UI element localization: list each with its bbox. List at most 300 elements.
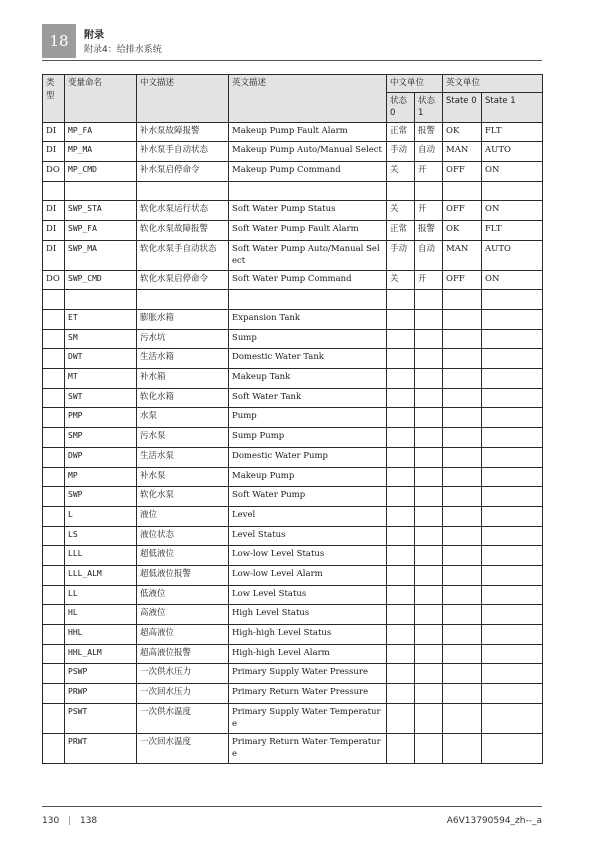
cn-state0-cell bbox=[387, 369, 415, 389]
en-state1-cell: ON bbox=[482, 270, 543, 290]
cn-state0-cell bbox=[387, 447, 415, 467]
cn-state0-cell bbox=[387, 605, 415, 625]
cn-state1-cell bbox=[415, 408, 443, 428]
total-pages: 138 bbox=[79, 816, 98, 826]
name-cell: SWP bbox=[65, 487, 137, 507]
cn-state0-cell: 正常 bbox=[387, 122, 415, 142]
en-state0-cell bbox=[443, 526, 482, 546]
en-desc-cell: Expansion Tank bbox=[229, 310, 387, 330]
table-row bbox=[43, 220, 543, 240]
type-cell bbox=[43, 684, 65, 704]
table-row bbox=[43, 310, 543, 330]
type-cell bbox=[43, 585, 65, 605]
name-cell: ET bbox=[65, 310, 137, 330]
name-cell: PRWP bbox=[65, 684, 137, 704]
en-desc-cell: Soft Water Pump Status bbox=[229, 201, 387, 221]
name-cell: PRWT bbox=[65, 733, 137, 763]
cn-state1-cell bbox=[415, 703, 443, 733]
header-en-state0: State 0 bbox=[443, 92, 482, 122]
cn-state0-cell bbox=[387, 703, 415, 733]
page-title: 附录 bbox=[84, 30, 104, 41]
en-state1-cell: AUTO bbox=[482, 142, 543, 162]
cn-desc-cell: 污水坑 bbox=[137, 329, 229, 349]
cn-state0-cell bbox=[387, 526, 415, 546]
table-row bbox=[43, 142, 543, 162]
en-desc-cell: Sump Pump bbox=[229, 428, 387, 448]
cn-desc-cell: 一次供水温度 bbox=[137, 703, 229, 733]
en-desc-cell: Primary Supply Water Temperature bbox=[229, 703, 387, 733]
cn-desc-cell: 软化水泵故障报警 bbox=[137, 220, 229, 240]
en-state1-cell bbox=[482, 487, 543, 507]
en-state0-cell bbox=[443, 565, 482, 585]
en-state1-cell bbox=[482, 684, 543, 704]
en-state1-cell: ON bbox=[482, 161, 543, 181]
en-state1-cell: FLT bbox=[482, 122, 543, 142]
table-row bbox=[43, 290, 543, 310]
cn-state0-cell bbox=[387, 290, 415, 310]
chapter-number-badge bbox=[42, 24, 76, 58]
table-row bbox=[43, 329, 543, 349]
en-desc-cell: High-high Level Status bbox=[229, 625, 387, 645]
cn-state0-cell bbox=[387, 408, 415, 428]
cn-desc-cell: 生活水箱 bbox=[137, 349, 229, 369]
cn-desc-cell: 补水泵故障报警 bbox=[137, 122, 229, 142]
en-state0-cell: OK bbox=[443, 220, 482, 240]
cn-state0-cell bbox=[387, 349, 415, 369]
cn-state1-cell bbox=[415, 506, 443, 526]
en-state0-cell bbox=[443, 290, 482, 310]
cn-state0-cell bbox=[387, 428, 415, 448]
en-state1-cell bbox=[482, 506, 543, 526]
cn-desc-cell: 低液位 bbox=[137, 585, 229, 605]
name-cell: LLL_ALM bbox=[65, 565, 137, 585]
type-cell bbox=[43, 467, 65, 487]
en-state1-cell bbox=[482, 625, 543, 645]
table-row bbox=[43, 664, 543, 684]
cn-state1-cell: 开 bbox=[415, 270, 443, 290]
en-desc-cell: Soft Water Tank bbox=[229, 388, 387, 408]
current-page: 130 bbox=[42, 816, 60, 826]
en-desc-cell: Pump bbox=[229, 408, 387, 428]
en-desc-cell: Level bbox=[229, 506, 387, 526]
name-cell: MP_FA bbox=[65, 122, 137, 142]
en-state0-cell bbox=[443, 733, 482, 763]
cn-state1-cell bbox=[415, 329, 443, 349]
en-desc-cell: Domestic Water Pump bbox=[229, 447, 387, 467]
en-state1-cell bbox=[482, 428, 543, 448]
type-cell bbox=[43, 506, 65, 526]
cn-state0-cell: 关 bbox=[387, 201, 415, 221]
cn-desc-cell: 超低液位报警 bbox=[137, 565, 229, 585]
en-state0-cell bbox=[443, 310, 482, 330]
cn-state0-cell bbox=[387, 565, 415, 585]
page-separator: | bbox=[68, 816, 72, 826]
chapter-number: 18 bbox=[49, 32, 69, 50]
en-state0-cell bbox=[443, 644, 482, 664]
name-cell: L bbox=[65, 506, 137, 526]
type-cell: DO bbox=[43, 161, 65, 181]
en-state0-cell: OK bbox=[443, 122, 482, 142]
type-cell bbox=[43, 408, 65, 428]
en-state1-cell bbox=[482, 733, 543, 763]
cn-state0-cell bbox=[387, 625, 415, 645]
name-cell bbox=[65, 290, 137, 310]
table-row bbox=[43, 369, 543, 389]
cn-state1-cell bbox=[415, 310, 443, 330]
en-state1-cell bbox=[482, 703, 543, 733]
type-cell bbox=[43, 181, 65, 201]
header-cn-unit: 中文单位 bbox=[387, 75, 443, 93]
table-row bbox=[43, 546, 543, 566]
en-state1-cell bbox=[482, 290, 543, 310]
cn-state0-cell bbox=[387, 181, 415, 201]
en-state0-cell bbox=[443, 487, 482, 507]
cn-state0-cell bbox=[387, 546, 415, 566]
type-cell bbox=[43, 290, 65, 310]
en-state0-cell bbox=[443, 408, 482, 428]
en-state0-cell bbox=[443, 625, 482, 645]
en-desc-cell bbox=[229, 290, 387, 310]
name-cell: LL bbox=[65, 585, 137, 605]
cn-desc-cell: 液位 bbox=[137, 506, 229, 526]
en-state0-cell bbox=[443, 181, 482, 201]
name-cell: MP_CMD bbox=[65, 161, 137, 181]
cn-state0-cell: 关 bbox=[387, 270, 415, 290]
type-cell bbox=[43, 605, 65, 625]
name-cell: HHL_ALM bbox=[65, 644, 137, 664]
table-row bbox=[43, 565, 543, 585]
en-state0-cell bbox=[443, 428, 482, 448]
cn-state1-cell bbox=[415, 625, 443, 645]
cn-desc-cell: 软化水泵运行状态 bbox=[137, 201, 229, 221]
cn-state1-cell: 报警 bbox=[415, 122, 443, 142]
cn-desc-cell: 超低液位 bbox=[137, 546, 229, 566]
cn-state0-cell: 手动 bbox=[387, 142, 415, 162]
type-cell: DO bbox=[43, 270, 65, 290]
en-desc-cell: Soft Water Pump Auto/Manual Select bbox=[229, 240, 387, 270]
cn-desc-cell: 一次供水压力 bbox=[137, 664, 229, 684]
en-state0-cell bbox=[443, 447, 482, 467]
name-cell: SWP_STA bbox=[65, 201, 137, 221]
table-row bbox=[43, 447, 543, 467]
cn-state1-cell bbox=[415, 388, 443, 408]
table-row bbox=[43, 388, 543, 408]
en-state0-cell: OFF bbox=[443, 201, 482, 221]
en-state0-cell: OFF bbox=[443, 161, 482, 181]
name-cell: PSWT bbox=[65, 703, 137, 733]
en-desc-cell: Makeup Pump Command bbox=[229, 161, 387, 181]
en-desc-cell: Primary Return Water Pressure bbox=[229, 684, 387, 704]
type-cell bbox=[43, 388, 65, 408]
header-cn-state1: 状态1 bbox=[415, 92, 443, 122]
type-cell bbox=[43, 369, 65, 389]
table-row bbox=[43, 122, 543, 142]
cn-state1-cell bbox=[415, 487, 443, 507]
document-id: A6V13790594_zh--_a bbox=[446, 816, 542, 826]
en-state1-cell: AUTO bbox=[482, 240, 543, 270]
type-cell bbox=[43, 447, 65, 467]
en-state0-cell bbox=[443, 329, 482, 349]
en-state1-cell bbox=[482, 565, 543, 585]
page-subtitle: 附录4：给排水系统 bbox=[84, 45, 162, 55]
en-state1-cell bbox=[482, 467, 543, 487]
type-cell bbox=[43, 625, 65, 645]
table-row bbox=[43, 506, 543, 526]
en-state0-cell: MAN bbox=[443, 142, 482, 162]
cn-desc-cell: 液位状态 bbox=[137, 526, 229, 546]
table-row bbox=[43, 201, 543, 221]
type-cell bbox=[43, 644, 65, 664]
en-desc-cell: Makeup Pump Fault Alarm bbox=[229, 122, 387, 142]
header-divider bbox=[42, 60, 542, 61]
type-cell bbox=[43, 428, 65, 448]
cn-state0-cell bbox=[387, 467, 415, 487]
cn-desc-cell: 一次回水压力 bbox=[137, 684, 229, 704]
cn-desc-cell: 污水泵 bbox=[137, 428, 229, 448]
cn-state0-cell bbox=[387, 644, 415, 664]
en-state0-cell bbox=[443, 349, 482, 369]
type-cell bbox=[43, 349, 65, 369]
en-state0-cell: OFF bbox=[443, 270, 482, 290]
header-name: 变量命名 bbox=[65, 75, 137, 123]
en-desc-cell: High Level Status bbox=[229, 605, 387, 625]
cn-desc-cell: 补水泵 bbox=[137, 467, 229, 487]
en-state0-cell bbox=[443, 546, 482, 566]
en-state1-cell bbox=[482, 349, 543, 369]
en-state0-cell bbox=[443, 585, 482, 605]
cn-state1-cell bbox=[415, 369, 443, 389]
en-desc-cell: Soft Water Pump bbox=[229, 487, 387, 507]
cn-state0-cell bbox=[387, 684, 415, 704]
type-cell bbox=[43, 733, 65, 763]
name-cell: LS bbox=[65, 526, 137, 546]
en-state1-cell bbox=[482, 388, 543, 408]
cn-state0-cell bbox=[387, 585, 415, 605]
en-state0-cell bbox=[443, 388, 482, 408]
en-state1-cell: FLT bbox=[482, 220, 543, 240]
en-state1-cell bbox=[482, 664, 543, 684]
cn-state1-cell bbox=[415, 684, 443, 704]
cn-state1-cell: 开 bbox=[415, 161, 443, 181]
en-state1-cell bbox=[482, 447, 543, 467]
type-cell bbox=[43, 703, 65, 733]
en-desc-cell: Soft Water Pump Fault Alarm bbox=[229, 220, 387, 240]
cn-desc-cell: 软化水泵手自动状态 bbox=[137, 240, 229, 270]
name-cell: SWP_FA bbox=[65, 220, 137, 240]
cn-desc-cell: 一次回水温度 bbox=[137, 733, 229, 763]
name-cell: HL bbox=[65, 605, 137, 625]
en-state1-cell bbox=[482, 408, 543, 428]
en-desc-cell: Level Status bbox=[229, 526, 387, 546]
en-state0-cell bbox=[443, 684, 482, 704]
cn-desc-cell: 软化水箱 bbox=[137, 388, 229, 408]
cn-state0-cell bbox=[387, 388, 415, 408]
type-cell bbox=[43, 329, 65, 349]
variable-table bbox=[42, 74, 543, 764]
cn-state1-cell bbox=[415, 585, 443, 605]
cn-state1-cell: 自动 bbox=[415, 240, 443, 270]
name-cell: SMP bbox=[65, 428, 137, 448]
cn-state0-cell bbox=[387, 329, 415, 349]
cn-state1-cell bbox=[415, 467, 443, 487]
cn-state1-cell: 报警 bbox=[415, 220, 443, 240]
cn-desc-cell: 补水泵启停命令 bbox=[137, 161, 229, 181]
en-state1-cell bbox=[482, 526, 543, 546]
name-cell: MT bbox=[65, 369, 137, 389]
en-state1-cell bbox=[482, 181, 543, 201]
en-state1-cell bbox=[482, 605, 543, 625]
table-row bbox=[43, 408, 543, 428]
cn-state1-cell bbox=[415, 565, 443, 585]
table-row bbox=[43, 605, 543, 625]
header-en-unit: 英文单位 bbox=[443, 75, 543, 93]
en-desc-cell: Makeup Pump Auto/Manual Select bbox=[229, 142, 387, 162]
table-row bbox=[43, 161, 543, 181]
type-cell bbox=[43, 487, 65, 507]
cn-desc-cell: 超高液位报警 bbox=[137, 644, 229, 664]
name-cell: MP bbox=[65, 467, 137, 487]
cn-state0-cell bbox=[387, 310, 415, 330]
cn-state1-cell bbox=[415, 181, 443, 201]
table-row bbox=[43, 625, 543, 645]
cn-state0-cell: 正常 bbox=[387, 220, 415, 240]
en-desc-cell bbox=[229, 181, 387, 201]
cn-desc-cell: 软化水泵 bbox=[137, 487, 229, 507]
en-desc-cell: Low-low Level Alarm bbox=[229, 565, 387, 585]
cn-state0-cell bbox=[387, 733, 415, 763]
cn-state1-cell bbox=[415, 605, 443, 625]
en-state1-cell: ON bbox=[482, 201, 543, 221]
cn-desc-cell: 软化水泵启停命令 bbox=[137, 270, 229, 290]
cn-desc-cell: 补水箱 bbox=[137, 369, 229, 389]
header-cn-desc: 中文描述 bbox=[137, 75, 229, 123]
cn-state0-cell bbox=[387, 664, 415, 684]
cn-state0-cell bbox=[387, 487, 415, 507]
table-row bbox=[43, 467, 543, 487]
table-row bbox=[43, 684, 543, 704]
table-body bbox=[43, 122, 543, 763]
cn-state1-cell: 开 bbox=[415, 201, 443, 221]
type-cell bbox=[43, 565, 65, 585]
name-cell: DWP bbox=[65, 447, 137, 467]
en-state0-cell bbox=[443, 664, 482, 684]
en-desc-cell: Makeup Pump bbox=[229, 467, 387, 487]
table-row bbox=[43, 487, 543, 507]
en-desc-cell: Primary Supply Water Pressure bbox=[229, 664, 387, 684]
name-cell: SWP_CMD bbox=[65, 270, 137, 290]
name-cell: MP_MA bbox=[65, 142, 137, 162]
table-row bbox=[43, 644, 543, 664]
name-cell: HHL bbox=[65, 625, 137, 645]
en-desc-cell: Makeup Tank bbox=[229, 369, 387, 389]
en-state1-cell bbox=[482, 310, 543, 330]
en-desc-cell: Low Level Status bbox=[229, 585, 387, 605]
en-state0-cell: MAN bbox=[443, 240, 482, 270]
table-row bbox=[43, 349, 543, 369]
type-cell: DI bbox=[43, 220, 65, 240]
cn-state1-cell: 自动 bbox=[415, 142, 443, 162]
header-en-desc: 英文描述 bbox=[229, 75, 387, 123]
cn-desc-cell bbox=[137, 290, 229, 310]
header-type: 类型 bbox=[43, 75, 65, 123]
cn-state1-cell bbox=[415, 428, 443, 448]
en-state0-cell bbox=[443, 467, 482, 487]
header-cn-state0: 状态0 bbox=[387, 92, 415, 122]
table-row bbox=[43, 181, 543, 201]
type-cell: DI bbox=[43, 240, 65, 270]
cn-state1-cell bbox=[415, 644, 443, 664]
table-row bbox=[43, 526, 543, 546]
en-state1-cell bbox=[482, 585, 543, 605]
en-desc-cell: Sump bbox=[229, 329, 387, 349]
table-row bbox=[43, 733, 543, 763]
name-cell: DWT bbox=[65, 349, 137, 369]
table-row bbox=[43, 270, 543, 290]
cn-state1-cell bbox=[415, 349, 443, 369]
name-cell: SWT bbox=[65, 388, 137, 408]
en-state1-cell bbox=[482, 546, 543, 566]
name-cell: SM bbox=[65, 329, 137, 349]
name-cell: LLL bbox=[65, 546, 137, 566]
cn-desc-cell: 超高液位 bbox=[137, 625, 229, 645]
cn-state0-cell: 关 bbox=[387, 161, 415, 181]
cn-state1-cell bbox=[415, 546, 443, 566]
cn-desc-cell: 膨胀水箱 bbox=[137, 310, 229, 330]
en-state1-cell bbox=[482, 644, 543, 664]
en-state1-cell bbox=[482, 329, 543, 349]
en-desc-cell: Low-low Level Status bbox=[229, 546, 387, 566]
type-cell: DI bbox=[43, 201, 65, 221]
table-row bbox=[43, 428, 543, 448]
cn-state0-cell bbox=[387, 506, 415, 526]
cn-desc-cell: 生活水泵 bbox=[137, 447, 229, 467]
cn-desc-cell: 高液位 bbox=[137, 605, 229, 625]
en-desc-cell: High-high Level Alarm bbox=[229, 644, 387, 664]
name-cell bbox=[65, 181, 137, 201]
table-row bbox=[43, 703, 543, 733]
table-header bbox=[43, 75, 543, 123]
page-number bbox=[42, 816, 97, 826]
cn-state1-cell bbox=[415, 447, 443, 467]
en-state0-cell bbox=[443, 703, 482, 733]
cn-desc-cell: 水泵 bbox=[137, 408, 229, 428]
cn-state1-cell bbox=[415, 290, 443, 310]
en-desc-cell: Domestic Water Tank bbox=[229, 349, 387, 369]
cn-desc-cell: 补水泵手自动状态 bbox=[137, 142, 229, 162]
name-cell: PMP bbox=[65, 408, 137, 428]
en-state0-cell bbox=[443, 369, 482, 389]
cn-state1-cell bbox=[415, 733, 443, 763]
footer-divider bbox=[42, 806, 542, 807]
en-state0-cell bbox=[443, 506, 482, 526]
type-cell bbox=[43, 526, 65, 546]
en-desc-cell: Primary Return Water Temperature bbox=[229, 733, 387, 763]
type-cell bbox=[43, 546, 65, 566]
en-state0-cell bbox=[443, 605, 482, 625]
type-cell bbox=[43, 664, 65, 684]
type-cell: DI bbox=[43, 122, 65, 142]
name-cell: PSWP bbox=[65, 664, 137, 684]
table-row bbox=[43, 240, 543, 270]
type-cell: DI bbox=[43, 142, 65, 162]
cn-state1-cell bbox=[415, 664, 443, 684]
type-cell bbox=[43, 310, 65, 330]
en-state1-cell bbox=[482, 369, 543, 389]
header-en-state1: State 1 bbox=[482, 92, 543, 122]
cn-state0-cell: 手动 bbox=[387, 240, 415, 270]
en-desc-cell: Soft Water Pump Command bbox=[229, 270, 387, 290]
table-row bbox=[43, 585, 543, 605]
